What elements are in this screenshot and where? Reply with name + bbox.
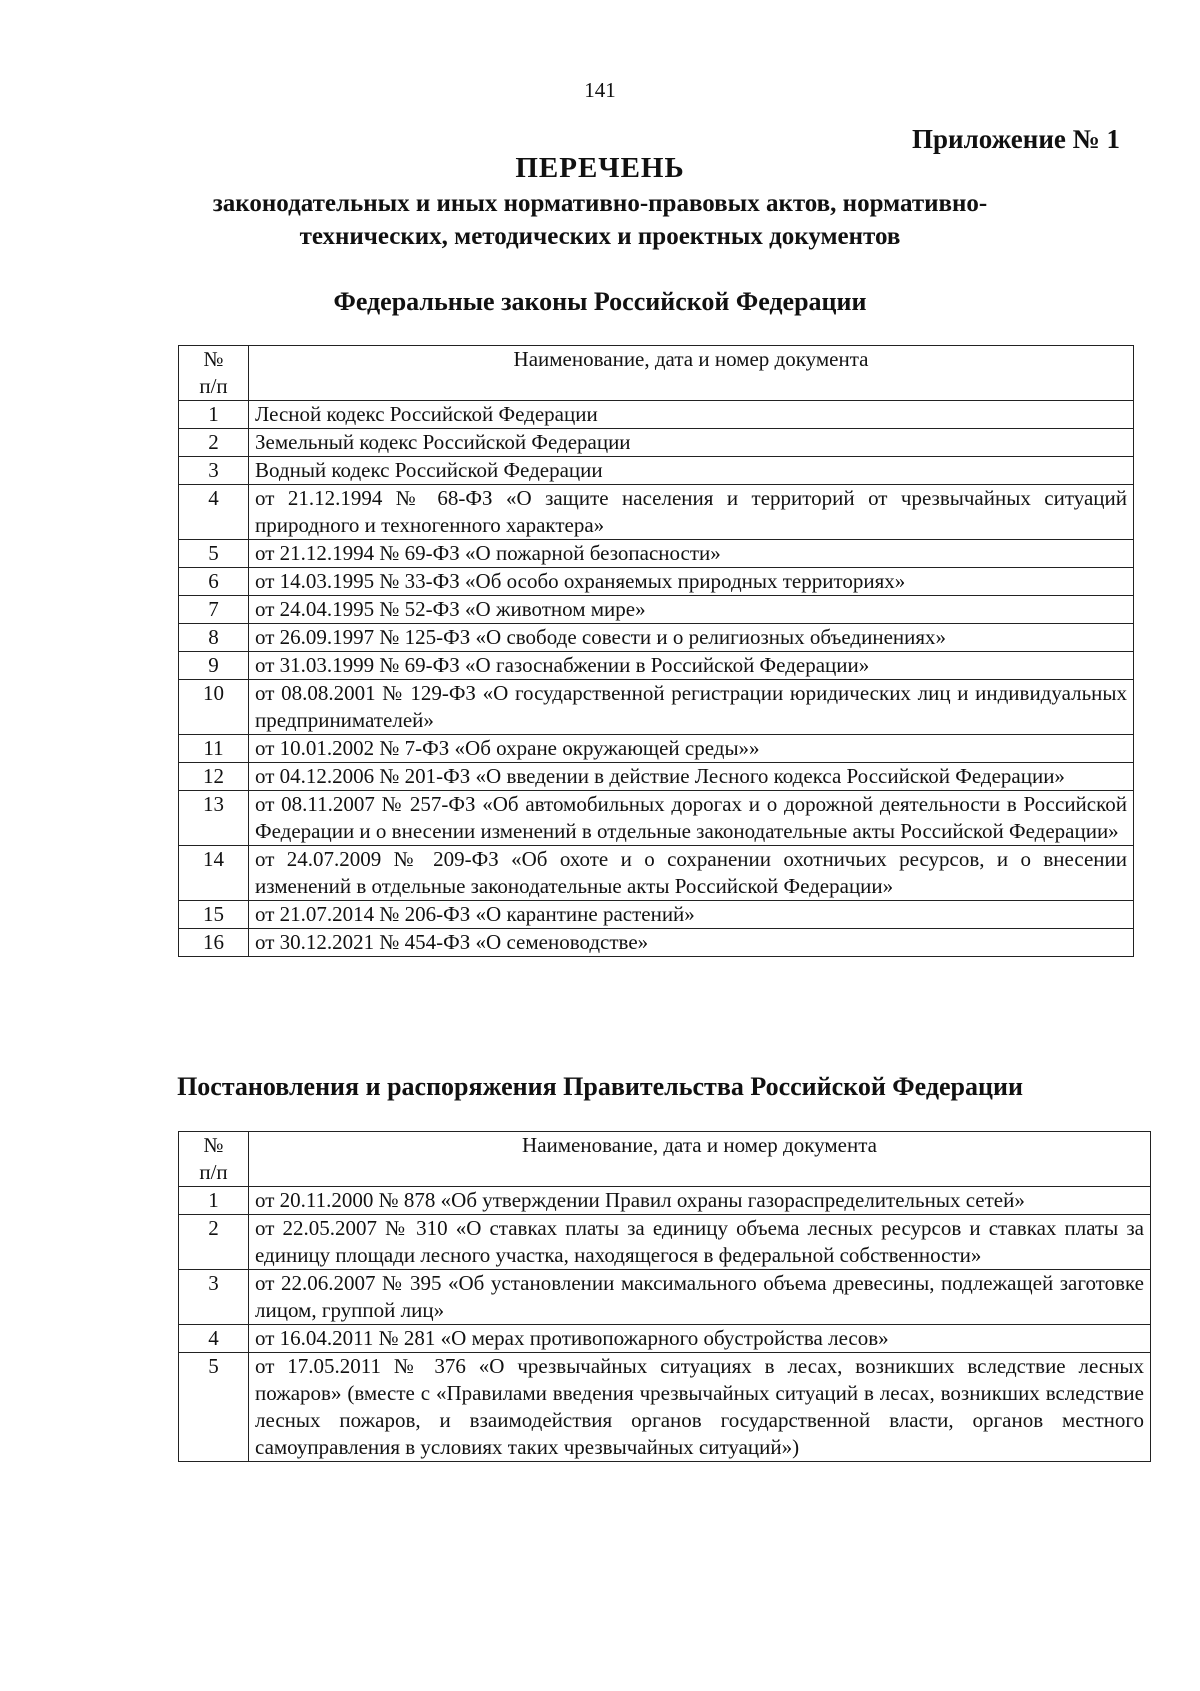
row-number: 16 <box>179 929 249 957</box>
row-document-name: от 08.11.2007 № 257-ФЗ «Об автомобильных дорогах и о дорожной деятельности в Российской Федерации и о внесении изменений в отдельные законодательные акты Российской Федерации» <box>249 791 1134 846</box>
row-document-name: от 22.06.2007 № 395 «Об установлении максимального объема древесины, подлежащей заготовке лицом, группой лиц» <box>249 1270 1151 1325</box>
table-row <box>179 596 1134 624</box>
table-row <box>179 429 1134 457</box>
table-row <box>179 652 1134 680</box>
row-document-name: Земельный кодекс Российской Федерации <box>249 429 1134 457</box>
page-number: 141 <box>584 78 616 102</box>
appendix-label: Приложение № 1 <box>912 124 1120 154</box>
header-num-cell <box>179 1132 249 1187</box>
row-number: 1 <box>179 401 249 429</box>
subtitle-line-2: технических, методических и проектных документов <box>299 223 901 250</box>
row-number: 1 <box>179 1187 249 1215</box>
table-row <box>179 735 1134 763</box>
row-document-name: от 21.07.2014 № 206-ФЗ «О карантине растений» <box>249 901 1134 929</box>
row-document-name: от 24.04.1995 № 52-ФЗ «О животном мире» <box>249 596 1134 624</box>
table-row <box>179 1325 1151 1353</box>
row-document-name: от 16.04.2011 № 281 «О мерах противопожарного обустройства лесов» <box>249 1325 1151 1353</box>
row-document-name: от 22.05.2007 № 310 «О ставках платы за единицу объема лесных ресурсов и ставках платы за единицу площади лесного участка, находящегося в федеральной собственности» <box>249 1215 1151 1270</box>
table-row <box>179 763 1134 791</box>
table-row <box>179 1215 1151 1270</box>
row-number: 4 <box>179 485 249 540</box>
row-number: 3 <box>179 1270 249 1325</box>
row-document-name: от 21.12.1994 № 68-ФЗ «О защите населения и территорий от чрезвычайных ситуаций природного и техногенного характера» <box>249 485 1134 540</box>
table-row <box>179 846 1134 901</box>
row-number: 13 <box>179 791 249 846</box>
row-number: 15 <box>179 901 249 929</box>
table-row <box>179 624 1134 652</box>
row-number: 2 <box>179 429 249 457</box>
row-number: 10 <box>179 680 249 735</box>
header-name-cell: Наименование, дата и номер документа <box>249 346 1134 401</box>
header-num-symbol: № <box>203 347 224 371</box>
table-row <box>179 401 1134 429</box>
row-document-name: от 04.12.2006 № 201-ФЗ «О введении в действие Лесного кодекса Российской Федерации» <box>249 763 1134 791</box>
row-document-name: от 26.09.1997 № 125-ФЗ «О свободе совести и о религиозных объединениях» <box>249 624 1134 652</box>
federal-laws-table-body <box>179 346 1134 957</box>
section-government-decrees-title: Постановления и распоряжения Правительства Российской Федерации <box>177 1072 1023 1101</box>
row-number: 5 <box>179 1353 249 1462</box>
table-row <box>179 1270 1151 1325</box>
table-row <box>179 457 1134 485</box>
row-document-name: от 10.01.2002 № 7-ФЗ «Об охране окружающей среды»» <box>249 735 1134 763</box>
header-num-abbr: п/п <box>199 374 228 398</box>
row-number: 8 <box>179 624 249 652</box>
row-document-name: от 24.07.2009 № 209-ФЗ «Об охоте и о сохранении охотничьих ресурсов, и о внесении изменений в отдельные законодательные акты Российской Федерации» <box>249 846 1134 901</box>
government-decrees-table-body <box>179 1132 1151 1462</box>
row-number: 9 <box>179 652 249 680</box>
document-title: ПЕРЕЧЕНЬ <box>515 152 685 184</box>
table-row <box>179 1353 1151 1462</box>
row-number: 3 <box>179 457 249 485</box>
section-federal-laws-title: Федеральные законы Российской Федерации <box>333 287 867 316</box>
table-header-row <box>179 1132 1151 1187</box>
row-document-name: Лесной кодекс Российской Федерации <box>249 401 1134 429</box>
table-row <box>179 791 1134 846</box>
row-document-name: от 30.12.2021 № 454-ФЗ «О семеноводстве» <box>249 929 1134 957</box>
document-subtitle <box>0 187 1200 253</box>
row-document-name: от 21.12.1994 № 69-ФЗ «О пожарной безопасности» <box>249 540 1134 568</box>
row-number: 4 <box>179 1325 249 1353</box>
subtitle-line-1: законодательных и иных нормативно-правовых актов, нормативно- <box>212 190 988 217</box>
row-document-name: от 31.03.1999 № 69-ФЗ «О газоснабжении в Российской Федерации» <box>249 652 1134 680</box>
table-row <box>179 485 1134 540</box>
table-header-row <box>179 346 1134 401</box>
table-row <box>179 540 1134 568</box>
row-number: 2 <box>179 1215 249 1270</box>
row-number: 7 <box>179 596 249 624</box>
row-document-name: от 14.03.1995 № 33-ФЗ «Об особо охраняемых природных территориях» <box>249 568 1134 596</box>
row-document-name: от 20.11.2000 № 878 «Об утверждении Правил охраны газораспределительных сетей» <box>249 1187 1151 1215</box>
table-row <box>179 901 1134 929</box>
row-number: 14 <box>179 846 249 901</box>
row-number: 11 <box>179 735 249 763</box>
row-number: 5 <box>179 540 249 568</box>
table-row <box>179 568 1134 596</box>
row-number: 6 <box>179 568 249 596</box>
table-row <box>179 680 1134 735</box>
header-name-cell: Наименование, дата и номер документа <box>249 1132 1151 1187</box>
federal-laws-table <box>178 345 1134 957</box>
header-num-abbr: п/п <box>199 1160 228 1184</box>
government-decrees-table <box>178 1131 1151 1462</box>
table-row <box>179 929 1134 957</box>
row-document-name: от 08.08.2001 № 129-ФЗ «О государственной регистрации юридических лиц и индивидуальных предпринимателей» <box>249 680 1134 735</box>
row-document-name: Водный кодекс Российской Федерации <box>249 457 1134 485</box>
row-document-name: от 17.05.2011 № 376 «О чрезвычайных ситуациях в лесах, возникших вследствие лесных пожаров» (вместе с «Правилами введения чрезвычайных ситуаций в лесах, возникших вследствие лесных пожаров, и взаимодействия органов государственной власти, органов местного самоуправления в условиях таких чрезвычайных ситуаций») <box>249 1353 1151 1462</box>
table-row <box>179 1187 1151 1215</box>
header-num-cell <box>179 346 249 401</box>
row-number: 12 <box>179 763 249 791</box>
header-num-symbol: № <box>203 1133 224 1157</box>
